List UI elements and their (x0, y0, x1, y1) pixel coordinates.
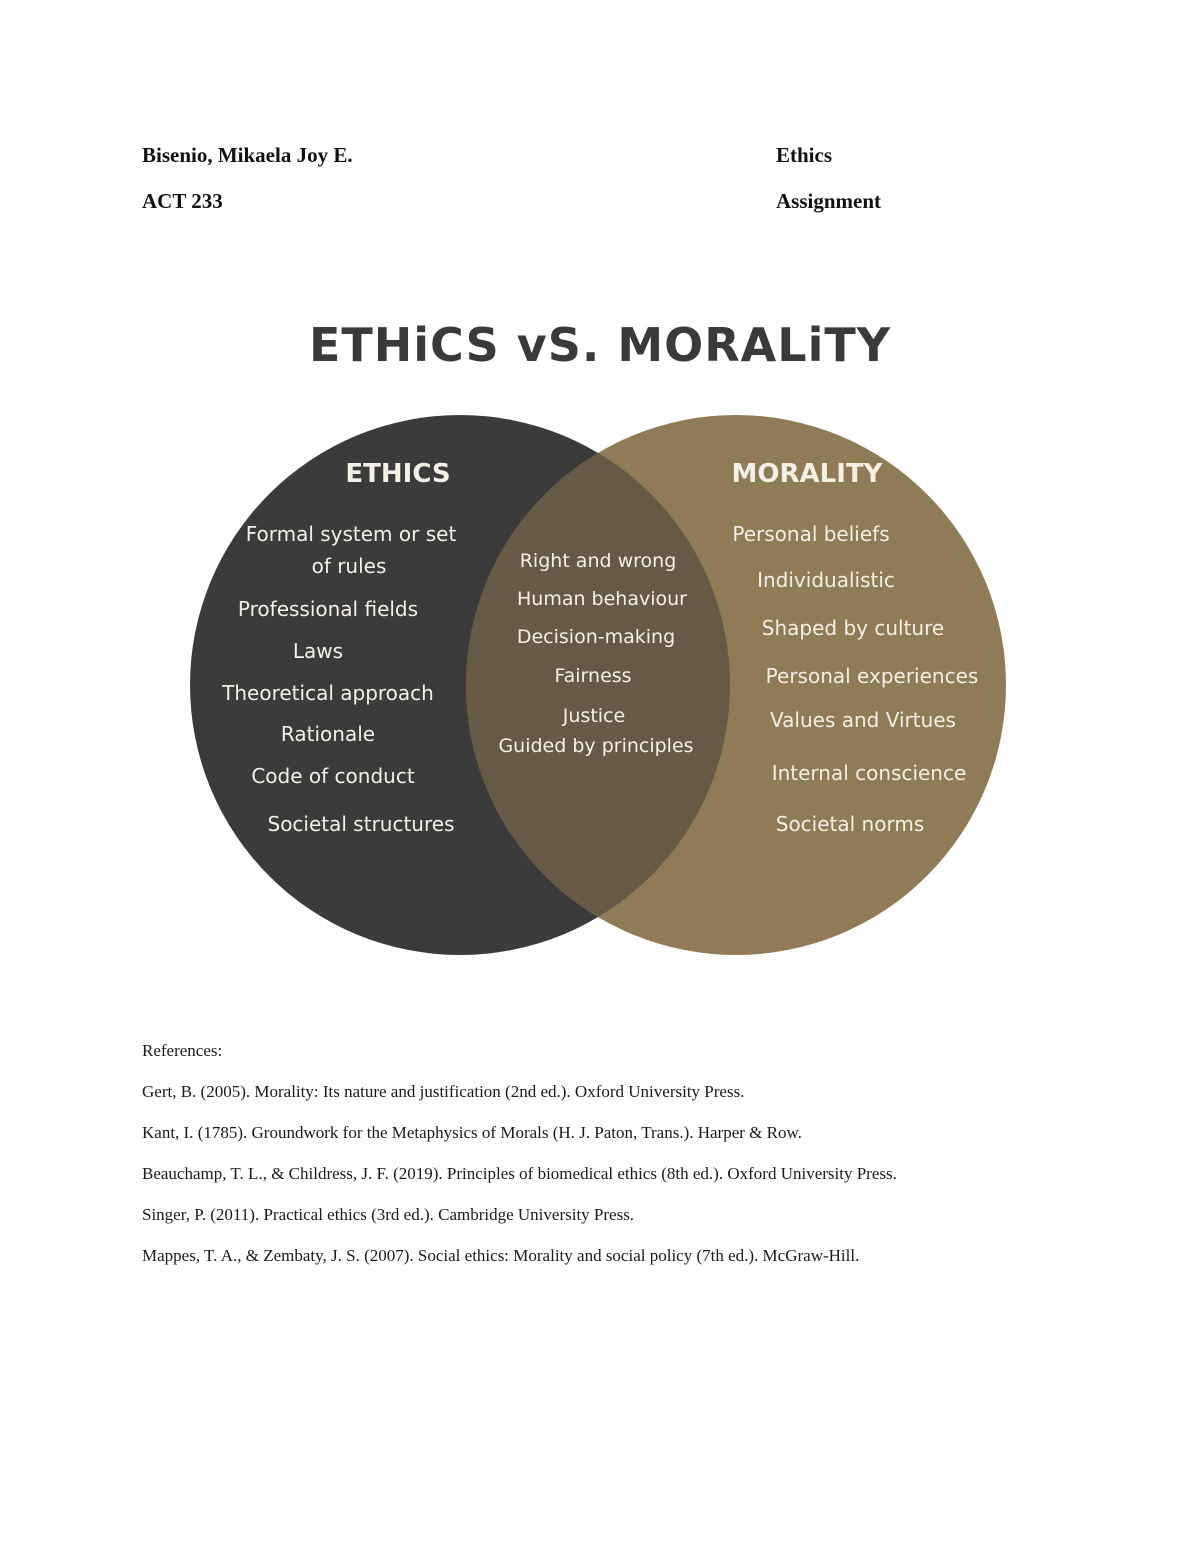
ethics-item: Theoretical approach (222, 681, 434, 705)
ethics-item: Professional fields (237, 597, 419, 621)
morality-heading: MORALITY (731, 459, 883, 489)
ethics-item: Laws (292, 639, 344, 663)
ethics-item: Societal structures (267, 812, 455, 836)
student-name: Bisenio, Mikaela Joy E. (142, 143, 353, 167)
subject-label: Ethics (776, 143, 833, 167)
morality-item: Values and Virtues (770, 708, 956, 732)
morality-item: Societal norms (775, 812, 925, 836)
overlap-item: Decision-making (516, 626, 676, 648)
morality-item: Internal conscience (771, 761, 967, 785)
reference-item: Beauchamp, T. L., & Childress, J. F. (2019). Principles of biomedical ethics (8th ed.). Oxford University Press. (142, 1164, 897, 1183)
morality-item: Personal experiences (765, 664, 979, 688)
reference-item: Mappes, T. A., & Zembaty, J. S. (2007). Social ethics: Morality and social policy (7th ed.). McGraw-Hill. (142, 1246, 860, 1265)
venn-diagram (190, 415, 1010, 960)
reference-item: Kant, I. (1785). Groundwork for the Metaphysics of Morals (H. J. Paton, Trans.). Harper & Row. (142, 1123, 802, 1142)
reference-item: Gert, B. (2005). Morality: Its nature and justification (2nd ed.). Oxford University Press. (142, 1082, 745, 1101)
overlap-item: Guided by principles (498, 735, 694, 757)
ethics-item: Code of conduct (251, 764, 415, 788)
morality-item: Shaped by culture (761, 616, 945, 640)
morality-item: Personal beliefs (732, 522, 890, 546)
course-code: ACT 233 (142, 189, 223, 213)
overlap-item: Human behaviour (517, 588, 687, 610)
ethics-item: Rationale (280, 722, 376, 746)
overlap-item: Right and wrong (519, 550, 677, 572)
overlap-item: Justice (562, 705, 626, 727)
assignment-label: Assignment (776, 189, 882, 213)
diagram-title: ETHiCS vS. MORALiTY (308, 318, 892, 372)
overlap-item: Fairness (554, 665, 632, 687)
ethics-heading: ETHICS (345, 459, 451, 489)
ethics-item: of rules (311, 554, 387, 578)
references-label: References: (142, 1041, 223, 1060)
reference-item: Singer, P. (2011). Practical ethics (3rd ed.). Cambridge University Press. (142, 1205, 635, 1224)
morality-item: Individualistic (757, 568, 895, 592)
references-section (142, 1040, 897, 1286)
ethics-item: Formal system or set (245, 522, 457, 546)
